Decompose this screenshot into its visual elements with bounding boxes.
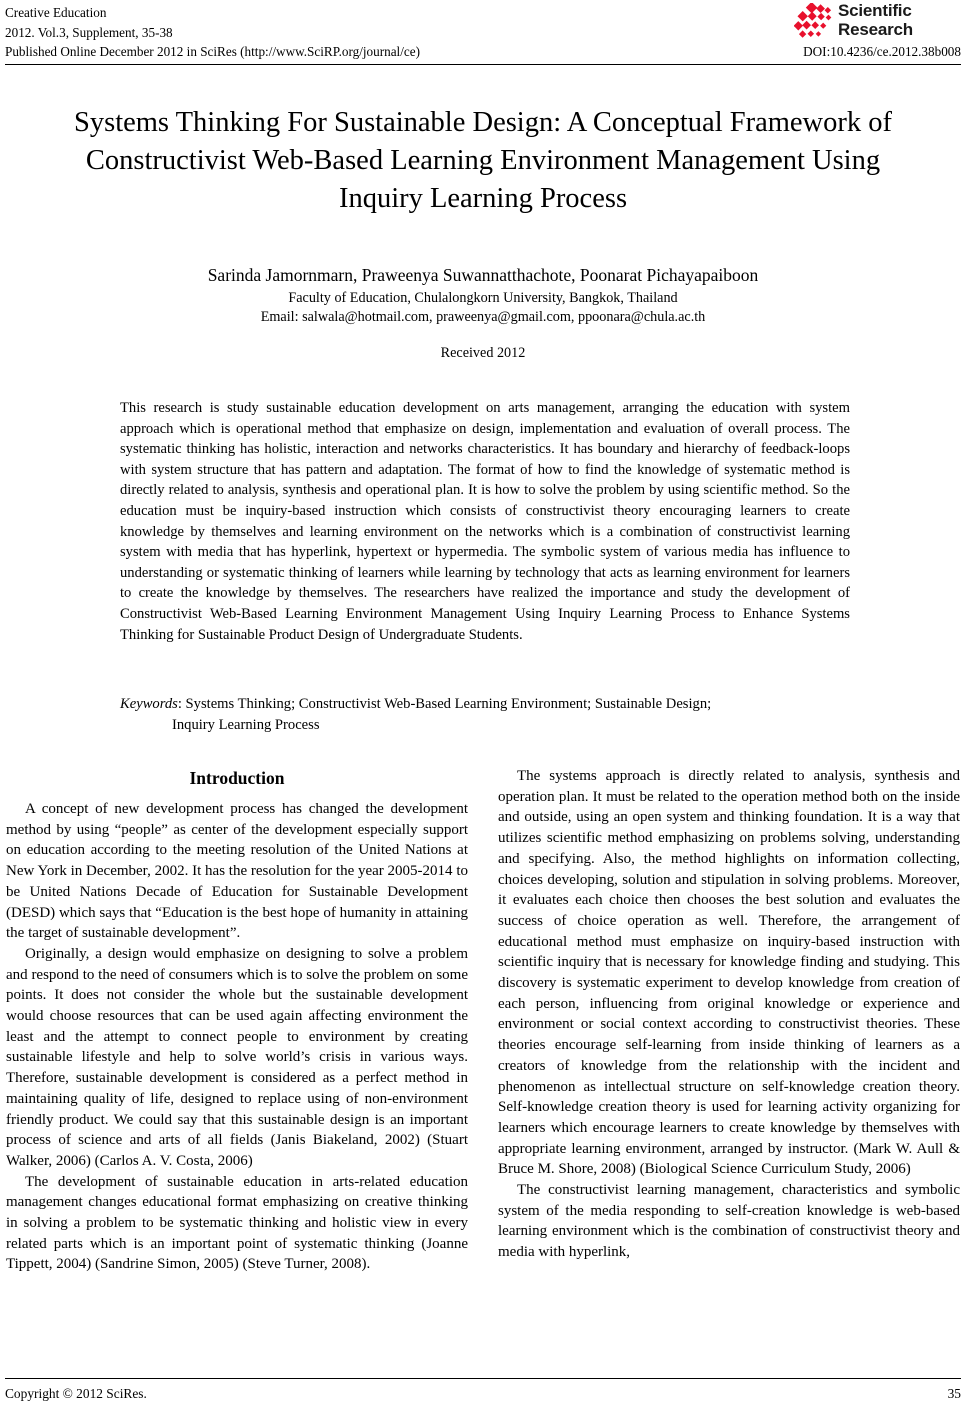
keywords-block [120,694,850,735]
journal-name: Creative Education [5,5,107,20]
author-emails: Email: salwala@hotmail.com, praweenya@gmail.com, ppoonara@chula.ac.th [260,309,706,325]
paragraph: The constructivist learning management, characteristics and symbolic system of the media responding to self-creation knowledge is web-based learning environment which is the combination of constructivist theory and media with hyperlink, [498,1182,960,1261]
abstract-text: This research is study sustainable education development on arts management, arranging the education with system approach which is operational method that emphasize on design, implementation and evaluation of overall process. The systematic thinking has holistic, interaction and networks characteristics. It has boundary and hierarchy of feedback-loops with system structure that has pattern and adaptation. The format of how to find the knowledge of systematic method is directly related to analysis, synthesis and operational plan. It is how to solve the problem by using scientific method. So the education must be inquiry-based instruction which consists of constructivist theory encouraging learners to create knowledge by themselves and learning environment on the networks which is a combination of constructivist learning system with media that has hyperlink, hypertext or hypermedia. The symbolic system of various media has influence to understanding or systematic thinking of learners while learning by technology that acts as learning environment for learners to create the knowledge by themselves. The researchers have realized the importance and study the development of Constructivist Web-Based Learning Environment Management Using Inquiry Learning Process to Enhance Systems Thinking for Sustainable Product Design of Undergraduate Students. [120,400,850,643]
column-right [498,766,960,1356]
page-number: 35 [947,1386,961,1401]
footer-divider [5,1378,961,1379]
section-heading-introduction: Introduction [189,768,285,788]
doi-text: DOI:10.4236/ce.2012.38b008 [803,44,961,59]
affiliation: Faculty of Education, Chulalongkorn University, Bangkok, Thailand [288,290,678,306]
keywords-line-1: : Systems Thinking; Constructivist Web-Based Learning Environment; Sustainable Design; [177,696,712,712]
keywords-line-2: Inquiry Learning Process [172,716,320,733]
masthead-journal-info [5,3,420,62]
column-left [6,766,468,1356]
body-columns [6,766,960,1356]
masthead [0,0,966,66]
masthead-divider [5,64,961,65]
paragraph: Originally, a design would emphasize on designing to solve a problem and respond to the need of consumers which is to solve the problem on some points. It does not consider the whole but the sustainable development would choose resources that can be used again affecting environment the least and the attempt to connect people to environment by creating sustainable lifestyle and help to solve world’s crisis in various ways. Therefore, sustainable development is considered as a perfect method in maintaining quality of life, designed to replace using of non-environment friendly product. We could say that this sustainable design is an important process of science and arts of all fields (Janis Biakeland, 2002) (Stuart Walker, 2006) (Carlos A. V. Costa, 2006) [6,945,468,1169]
paragraph: A concept of new development process has changed the development method by using “people” as center of the development especially support on education according to the meeting resolution of the United Nations at New York in December, 2002. It has the resolution for the year 2005-2014 to be United Nations Decade of Education for Sustainable Development (DESD) which says that “Education is the best hope of humanity in attaining the target of sustainable development”. [6,801,468,942]
journal-issue: 2012. Vol.3, Supplement, 35-38 [5,24,173,40]
scientific-research-logo [794,1,962,43]
author-list: Sarinda Jamornmarn, Praweenya Suwannatthachote, Poonarat Pichayapaiboon [207,265,759,285]
keywords-label: Keywords [120,696,178,712]
journal-published-line: Published Online December 2012 in SciRes (http://www.SciRP.org/journal/ce) [5,44,420,59]
paragraph: The development of sustainable education in arts-related education management changes educational format emphasizing on creative thinking in solving a problem to be systematic thinking and holistic view in every related parts which is an important point of systematic thinking (Joanne Tippett, 2004) (Sandrine Simon, 2005) (Steve Turner, 2008). [6,1173,468,1273]
paragraph: The systems approach is directly related to analysis, synthesis and operation plan. It must be related to the operation method both on the inside and outside, using an open system and thinking foundation. It is a way that utilizes scientific method emphasizing on problems solving, understanding and specifying. Also, the method highlights on information collecting, choices developing, solution and stipulation in solving problems. Moreover, it evaluates each choice then chooses the best solution and evaluates the success of choice operation as well. Therefore, the arrangement of educational method must emphasize on inquiry-based instruction with scientific inquiry that is necessary for knowledge finding and studying. This discovery is systematic experiment to develop knowledge from creation of each person, influencing from original knowledge or experience and environment or social context according to constructivist theories. These theories encourage self-learning from inside thinking of learners as a creators of knowledge from the relationship with the incident and phenomenon as intellectual structure on self-knowledge creation theory. Self-knowledge creation theory is used for learning activity organizing for learners which encourage learners to create knowledge by themselves with appropriate learning environment, arranged by instructor. (Mark W. Aull & Bruce M. Shore, 2008) (Biological Science Curriculum Study, 2006) [498,768,960,1178]
received-date: Received 2012 [440,345,526,361]
logo-text-line1: Scientific [838,1,912,20]
page-title: Systems Thinking For Sustainable Design: A Conceptual Framework of Constructivist Web-Based Learning Environment Management Using Inquiry Learning Process [74,107,892,214]
diamond-logo-icon [794,3,834,41]
page-footer [5,1384,961,1406]
copyright-notice: Copyright © 2012 SciRes. [5,1386,147,1401]
logo-wordmark [838,1,913,39]
logo-text-line2: Research [838,20,913,39]
